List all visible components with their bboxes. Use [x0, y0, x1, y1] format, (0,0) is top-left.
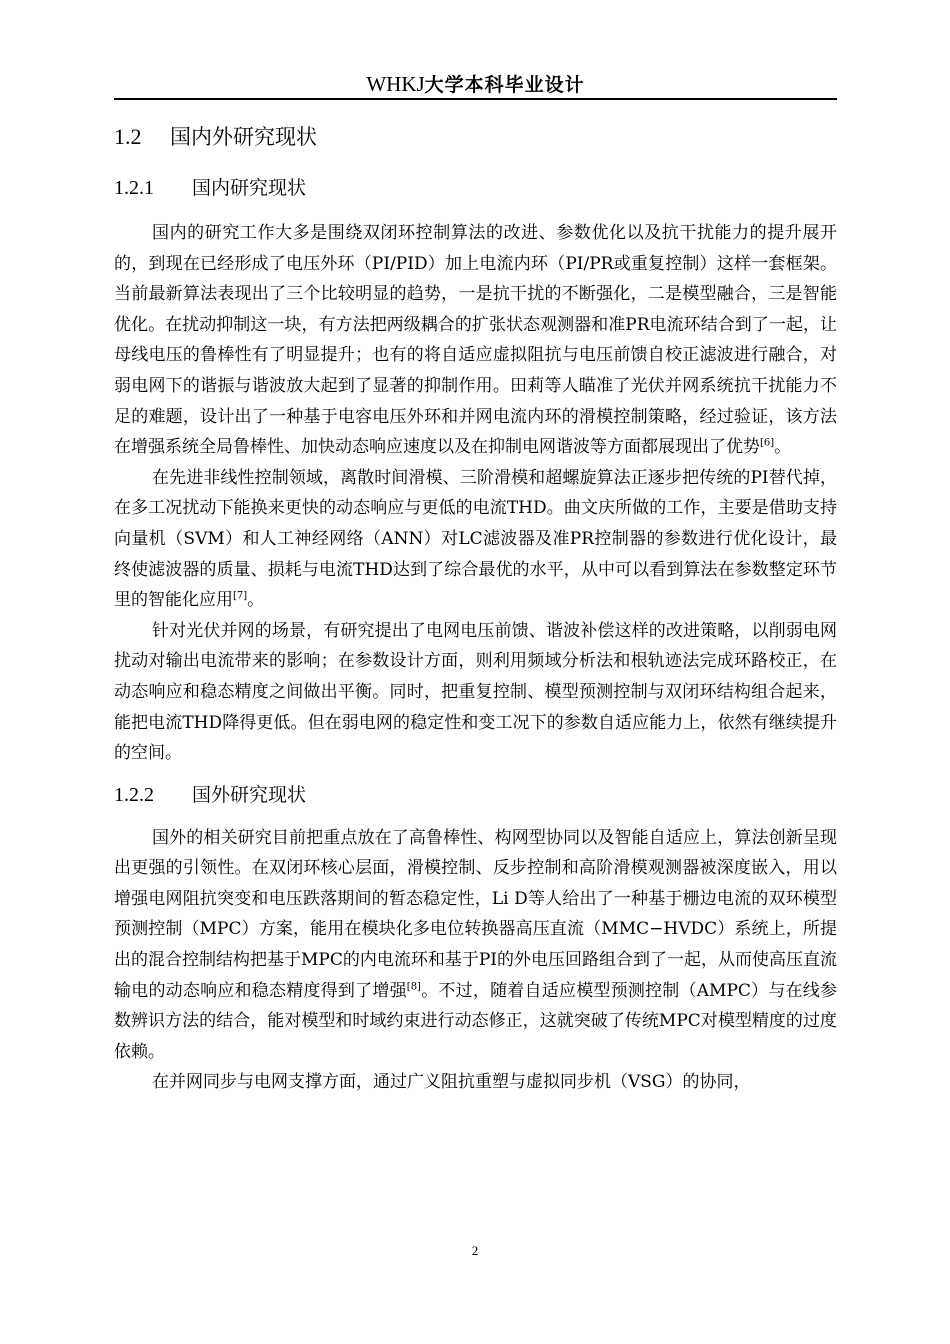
subsection-heading-foreign: [114, 781, 837, 809]
subsection-title: 国内研究现状: [192, 177, 307, 199]
page-number: 2: [471, 1243, 479, 1258]
citation-6: [6]: [760, 437, 775, 449]
paragraph-5: [114, 1067, 837, 1098]
paragraph-tail: 。: [247, 590, 265, 611]
paragraph-tail: 。不过，随着自适应模型预测控制（AMPC）与在线参数辨识方法的结合，能对模型和时域约束进行动态修正，这就突破了传统MPC对模型精度的过度依赖。: [114, 980, 837, 1062]
subsection-number: 1.2.2: [114, 783, 154, 806]
paragraph-text: 国外的相关研究目前把重点放在了高鲁棒性、构网型协同以及智能自适应上，算法创新呈现出更强的引领性。在双闭环核心层面，滑模控制、反步控制和高阶滑模观测器被深度嵌入，用以增强电网阻抗突变和电压跌落期间的暂态稳定性，Li D等人给出了一种基于栅边电流的双环模型预测控制（MPC）方案，能用在模块化多电位转换器高压直流（MMC−HVDC）系统上，所提出的混合控制结构把基于MPC的内电流环和基于PI的外电压回路组合到了一起，从而使高压直流输电的动态响应和稳态精度得到了增强: [114, 827, 838, 1001]
header-rule: [114, 98, 837, 100]
page-body: [114, 122, 837, 1098]
page-header: [114, 70, 837, 98]
paragraph-4: [114, 823, 837, 1068]
subsection-title: 国外研究现状: [192, 783, 307, 806]
paragraph-1: [114, 218, 837, 463]
header-title: 大学本科毕业设计: [424, 74, 585, 96]
citation-7: [7]: [233, 590, 248, 602]
subsection-heading-domestic: [114, 174, 837, 202]
section-title: 国内外研究现状: [170, 125, 317, 149]
paragraph-3: [114, 616, 837, 769]
paragraph-text: 在先进非线性控制领域，离散时间滑模、三阶滑模和超螺旋算法正逐步把传统的PI替代掉，在多工况扰动下能换来更快的动态响应与更低的电流THD。曲文庆所做的工作，主要是借助支持向量机（SVM）和人工神经网络（ANN）对LC滤波器及准PR控制器的参数进行优化设计，最终使滤波器的质量、损耗与电流THD达到了综合最优的水平，从中可以看到算法在参数整定环节里的智能化应用: [114, 467, 837, 611]
header-latin: WHKJ: [366, 72, 425, 96]
paragraph-text: 在并网同步与电网支撑方面，通过广义阻抗重塑与虚拟同步机（VSG）的协同，: [152, 1072, 751, 1093]
section-number: 1.2: [114, 124, 142, 149]
citation-8: [8]: [406, 981, 421, 992]
paragraph-2: [114, 463, 837, 616]
section-heading: [114, 122, 837, 152]
paragraph-text: 针对光伏并网的场景，有研究提出了电网电压前馈、谐波补偿这样的改进策略，以削弱电网扰动对输出电流带来的影响；在参数设计方面，则利用频域分析法和根轨迹法完成环路校正，在动态响应和稳态精度之间做出平衡。同时，把重复控制、模型预测控制与双闭环结构组合起来，能把电流THD降得更低。但在弱电网的稳定性和变工况下的参数自适应能力上，依然有继续提升的空间。: [114, 620, 837, 764]
paragraph-text: 国内的研究工作大多是围绕双闭环控制算法的改进、参数优化以及抗干扰能力的提升展开的，到现在已经形成了电压外环（PI/PID）加上电流内环（PI/PR或重复控制）这样一套框架。当前最新算法表现出了三个比较明显的趋势，一是抗干扰的不断强化，二是模型融合，三是智能优化。在扰动抑制这一块，有方法把两级耦合的扩张状态观测器和准PR电流环结合到了一起，让母线电压的鲁棒性有了明显提升；也有的将自适应虚拟阻抗与电压前馈自校正滤波进行融合，对弱电网下的谐振与谐波放大起到了显著的抑制作用。田莉等人瞄准了光伏并网系统抗干扰能力不足的难题，设计出了一种基于电容电压外环和并网电流内环的滑模控制策略，经过验证，该方法在增强系统全局鲁棒性、加快动态响应速度以及在抑制电网谐波等方面都展现出了优势: [114, 223, 837, 458]
paragraph-tail: 。: [774, 437, 792, 458]
subsection-number: 1.2.1: [114, 177, 154, 199]
